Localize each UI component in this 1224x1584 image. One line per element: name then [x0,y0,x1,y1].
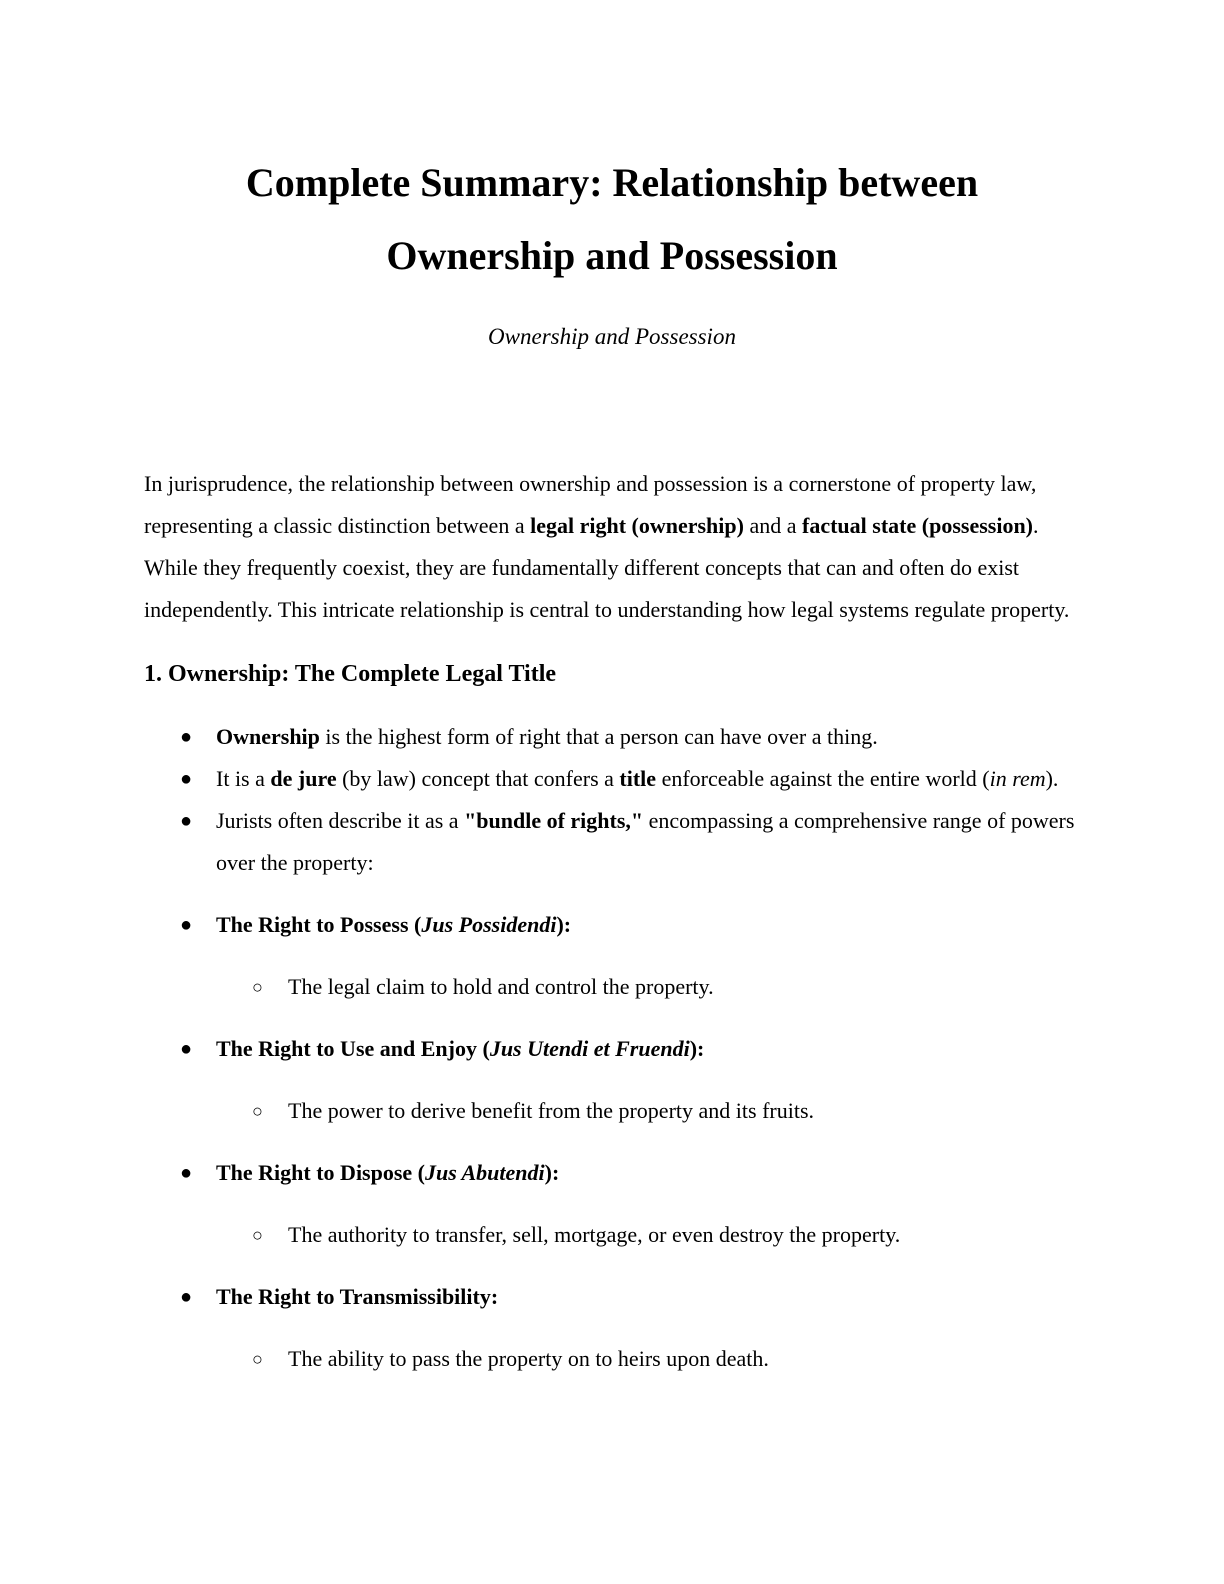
ownership-bullet-list [144,716,1080,884]
rights-list [144,904,1080,1380]
bullet-icon: ● [180,914,193,936]
circle-bullet-icon: ○ [252,1225,263,1245]
right-detail-item [144,1338,1080,1380]
right-heading-item [144,904,1080,946]
right-detail-text: The ability to pass the property on to heirs upon death. [288,1346,769,1371]
right-detail-item [144,966,1080,1008]
circle-bullet-icon: ○ [252,977,263,997]
document-title-line-1: Complete Summary: Relationship between [245,160,979,205]
right-heading-text: The Right to Possess (Jus Possidendi): [216,912,572,937]
bullet-text: It is a de jure (by law) concept that confers a title enforceable against the entire world (in rem). [216,766,1059,791]
document-title-line-2: Ownership and Possession [386,233,838,278]
document-title [144,146,1080,292]
right-heading-item [144,1028,1080,1070]
bullet-item [144,758,1080,800]
document-subtitle: Ownership and Possession [488,324,736,349]
circle-bullet-icon: ○ [252,1101,263,1121]
bullet-icon: ● [180,1162,193,1184]
bullet-icon: ● [180,768,193,790]
right-detail-text: The power to derive benefit from the property and its fruits. [288,1098,815,1123]
right-detail-item [144,1214,1080,1256]
bullet-icon: ● [180,1286,193,1308]
bullet-item [144,800,1080,884]
section-heading: 1. Ownership: The Complete Legal Title [144,661,557,687]
bullet-icon: ● [180,726,193,748]
right-detail-text: The legal claim to hold and control the property. [288,974,714,999]
circle-bullet-icon: ○ [252,1349,263,1369]
bullet-icon: ● [180,1038,193,1060]
right-heading-text: The Right to Use and Enjoy (Jus Utendi et Fruendi): [216,1036,705,1061]
right-heading-text: The Right to Transmissibility: [216,1284,499,1309]
right-heading-item [144,1276,1080,1318]
right-detail-text: The authority to transfer, sell, mortgage, or even destroy the property. [288,1222,901,1247]
intro-paragraph: In jurisprudence, the relationship between ownership and possession is a cornerstone of property law, representing a classic distinction between a legal right (ownership) and a factual state (possession). While they frequently coexist, they are fundamentally different concepts that can and often do exist independently. This intricate relationship is central to understanding how legal systems regulate property. [144,471,1070,622]
right-heading-item [144,1152,1080,1194]
bullet-icon: ● [180,810,193,832]
right-detail-item [144,1090,1080,1132]
bullet-item [144,716,1080,758]
bullet-text: Jurists often describe it as a "bundle of rights," encompassing a comprehensive range of powers over the property: [216,808,1075,875]
bullet-text: Ownership is the highest form of right that a person can have over a thing. [216,724,878,749]
right-heading-text: The Right to Dispose (Jus Abutendi): [216,1160,560,1185]
